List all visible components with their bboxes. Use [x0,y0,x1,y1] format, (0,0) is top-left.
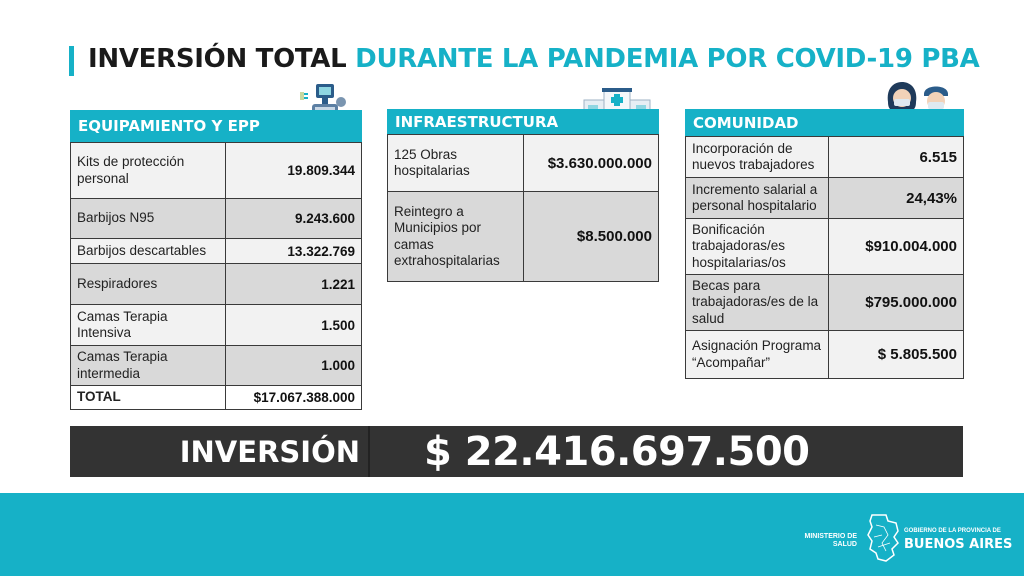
row-label: Bonificación trabajadoras/es hospitalarias/os [686,219,829,275]
table-row [388,192,659,282]
table-total-row [71,386,362,410]
table-row [71,143,362,199]
row-label: Asignación Programa “Acompañar” [686,331,829,379]
row-label: Incorporación de nuevos trabajadores [686,137,829,178]
title-part2: DURANTE LA PANDEMIA POR COVID-19 PBA [355,44,980,74]
ministerio-line2: SALUD [832,541,857,549]
total-value: $17.067.388.000 [226,386,362,410]
row-label: Camas Terapia intermedia [71,346,226,386]
row-label: Camas Terapia Intensiva [71,305,226,346]
comunidad-header: COMUNIDAD [685,109,964,136]
ministerio-line1: MINISTERIO DE [804,533,857,540]
row-value: 19.809.344 [226,143,362,199]
row-value: $ 5.805.500 [829,331,964,379]
row-label: Kits de protección personal [71,143,226,199]
table-row [71,239,362,264]
row-value: 9.243.600 [226,199,362,239]
total-label: TOTAL [71,386,226,410]
row-value: $8.500.000 [523,192,658,282]
province-map-icon [866,513,900,563]
title-accent-bar [69,46,74,76]
row-value: 1.221 [226,264,362,305]
row-label: Reintegro a Municipios por camas extrahospitalarias [388,192,524,282]
row-value: $910.004.000 [829,219,964,275]
table-row [71,346,362,386]
equipamiento-table [70,110,362,410]
gobierno-text: GOBIERNO DE LA PROVINCIA DE [904,528,1001,534]
row-label: Incremento salarial a personal hospitalario [686,178,829,219]
table-row [388,135,659,192]
table-row [71,305,362,346]
row-label: Barbijos N95 [71,199,226,239]
table-row [71,199,362,239]
equipamiento-header: EQUIPAMIENTO Y EPP [70,110,362,142]
inversion-banner [70,426,963,477]
row-value: $795.000.000 [829,275,964,331]
row-value: 6.515 [829,137,964,178]
table-row [686,137,964,178]
row-label: 125 Obras hospitalarias [388,135,524,192]
comunidad-table [685,109,964,379]
row-value: 1.000 [226,346,362,386]
row-label: Barbijos descartables [71,239,226,264]
row-value: 24,43% [829,178,964,219]
inversion-label: INVERSIÓN [70,426,370,477]
footer-band [0,493,1024,576]
row-value: 1.500 [226,305,362,346]
inversion-value: $ 22.416.697.500 [424,428,810,475]
page-title [88,44,979,74]
table-row [71,264,362,305]
row-value: 13.322.769 [226,239,362,264]
table-row [686,178,964,219]
row-label: Respiradores [71,264,226,305]
buenos-aires-text: BUENOS AIRES [904,537,1013,552]
ministerio-logo-text [797,533,857,550]
infraestructura-table [387,109,659,282]
table-row [686,275,964,331]
infraestructura-header: INFRAESTRUCTURA [387,109,659,134]
table-row [686,219,964,275]
row-label: Becas para trabajadoras/es de la salud [686,275,829,331]
row-value: $3.630.000.000 [523,135,658,192]
table-row [686,331,964,379]
title-part1: INVERSIÓN TOTAL [88,44,347,74]
